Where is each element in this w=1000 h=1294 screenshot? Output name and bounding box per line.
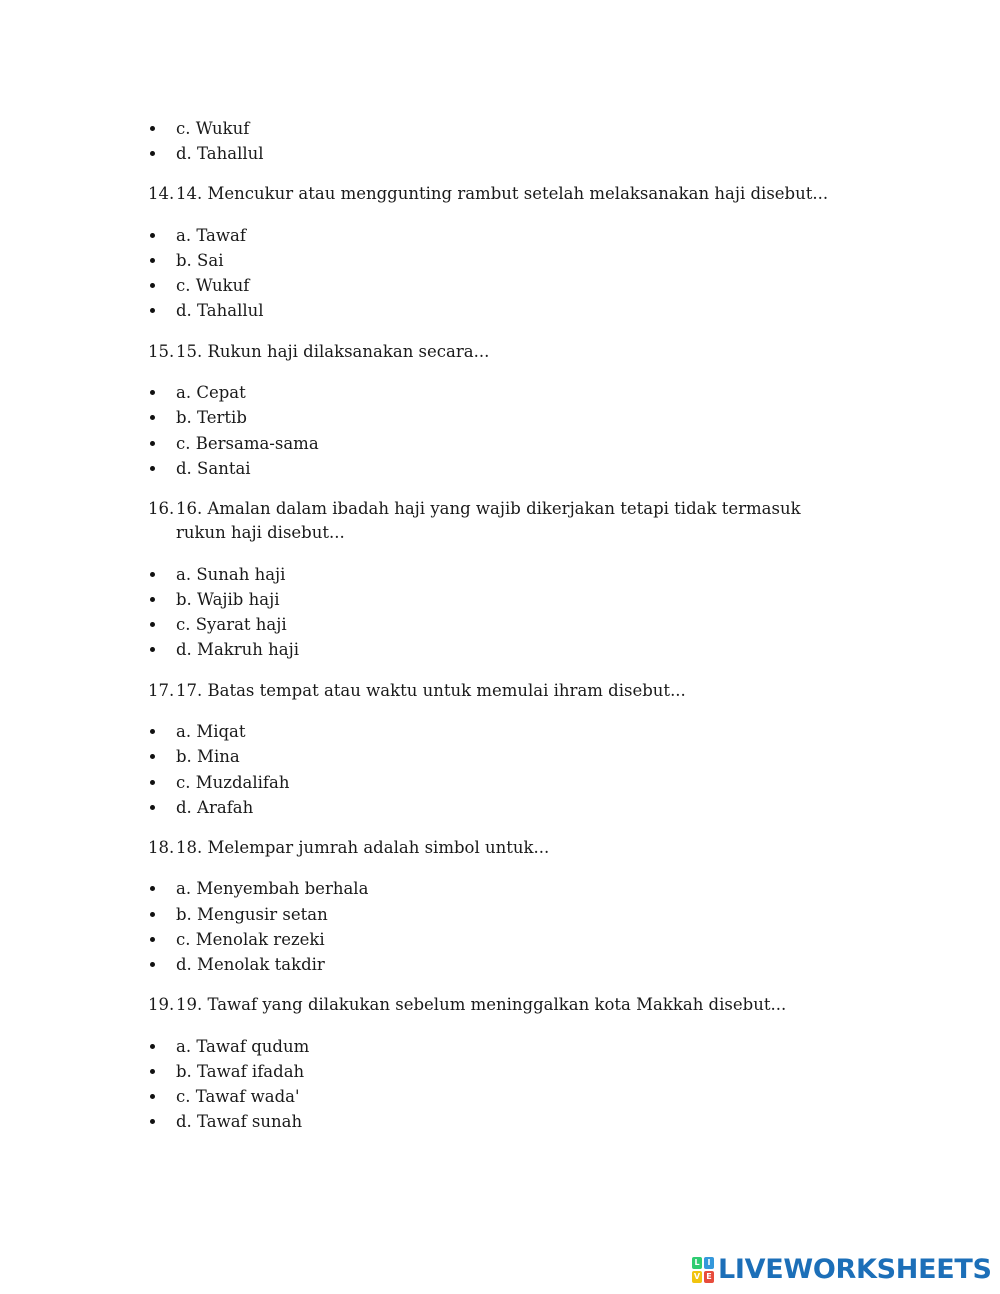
question-text: 18. Melempar jumrah adalah simbol untuk... <box>176 837 550 857</box>
option-item: a. Menyembah berhala <box>148 876 848 901</box>
logo-mark-letter: L <box>692 1257 702 1269</box>
question-13-options <box>148 116 848 166</box>
option-item: b. Wajib haji <box>148 587 848 612</box>
option-item: a. Cepat <box>148 380 848 405</box>
option-item: a. Tawaf qudum <box>148 1034 848 1059</box>
question-15 <box>148 340 848 365</box>
logo-text: LIVEWORKSHEETS <box>718 1254 992 1285</box>
question-number: 19. <box>148 995 175 1015</box>
question-text: 15. Rukun haji dilaksanakan secara... <box>176 341 490 361</box>
option-item: d. Santai <box>148 456 848 481</box>
option-item: d. Arafah <box>148 795 848 820</box>
logo-mark-letter: I <box>704 1257 714 1269</box>
option-item: c. Bersama-sama <box>148 431 848 456</box>
question-number: 18. <box>148 837 175 857</box>
question-15-options <box>148 380 848 481</box>
option-item: a. Tawaf <box>148 223 848 248</box>
question-19-options <box>148 1034 848 1135</box>
option-item: b. Mina <box>148 744 848 769</box>
question-text: 17. Batas tempat atau waktu untuk memulai ihram disebut... <box>176 680 686 700</box>
question-19 <box>148 993 848 1018</box>
worksheet-content <box>148 116 848 1134</box>
question-number: 14. <box>148 184 175 204</box>
option-item: b. Tertib <box>148 405 848 430</box>
option-item: b. Mengusir setan <box>148 902 848 927</box>
option-item: d. Makruh haji <box>148 637 848 662</box>
liveworksheets-logo <box>692 1256 992 1284</box>
option-item: c. Wukuf <box>148 116 848 141</box>
question-number: 17. <box>148 680 175 700</box>
question-17-options <box>148 719 848 820</box>
option-item: a. Miqat <box>148 719 848 744</box>
option-item: c. Syarat haji <box>148 612 848 637</box>
logo-mark-icon <box>692 1257 714 1283</box>
question-18-options <box>148 876 848 977</box>
question-16-options <box>148 562 848 663</box>
question-14-options <box>148 223 848 324</box>
option-item: d. Menolak takdir <box>148 952 848 977</box>
option-item: b. Sai <box>148 248 848 273</box>
option-item: b. Tawaf ifadah <box>148 1059 848 1084</box>
question-17 <box>148 679 848 704</box>
question-16 <box>148 497 848 546</box>
option-item: d. Tahallul <box>148 141 848 166</box>
question-text: 19. Tawaf yang dilakukan sebelum meninggalkan kota Makkah disebut... <box>176 995 787 1015</box>
option-item: c. Muzdalifah <box>148 770 848 795</box>
option-item: c. Tawaf wada' <box>148 1084 848 1109</box>
question-number: 16. <box>148 498 175 518</box>
option-item: d. Tahallul <box>148 298 848 323</box>
option-item: d. Tawaf sunah <box>148 1109 848 1134</box>
option-item: c. Wukuf <box>148 273 848 298</box>
option-item: c. Menolak rezeki <box>148 927 848 952</box>
option-item: a. Sunah haji <box>148 562 848 587</box>
logo-mark-letter: E <box>704 1271 714 1283</box>
question-number: 15. <box>148 341 175 361</box>
question-18 <box>148 836 848 861</box>
logo-mark-letter: V <box>693 1272 701 1281</box>
question-text: 14. Mencukur atau menggunting rambut setelah melaksanakan haji disebut... <box>176 184 829 204</box>
question-14 <box>148 182 848 207</box>
question-text: 16. Amalan dalam ibadah haji yang wajib dikerjakan tetapi tidak termasuk rukun haji disebut... <box>176 498 801 543</box>
